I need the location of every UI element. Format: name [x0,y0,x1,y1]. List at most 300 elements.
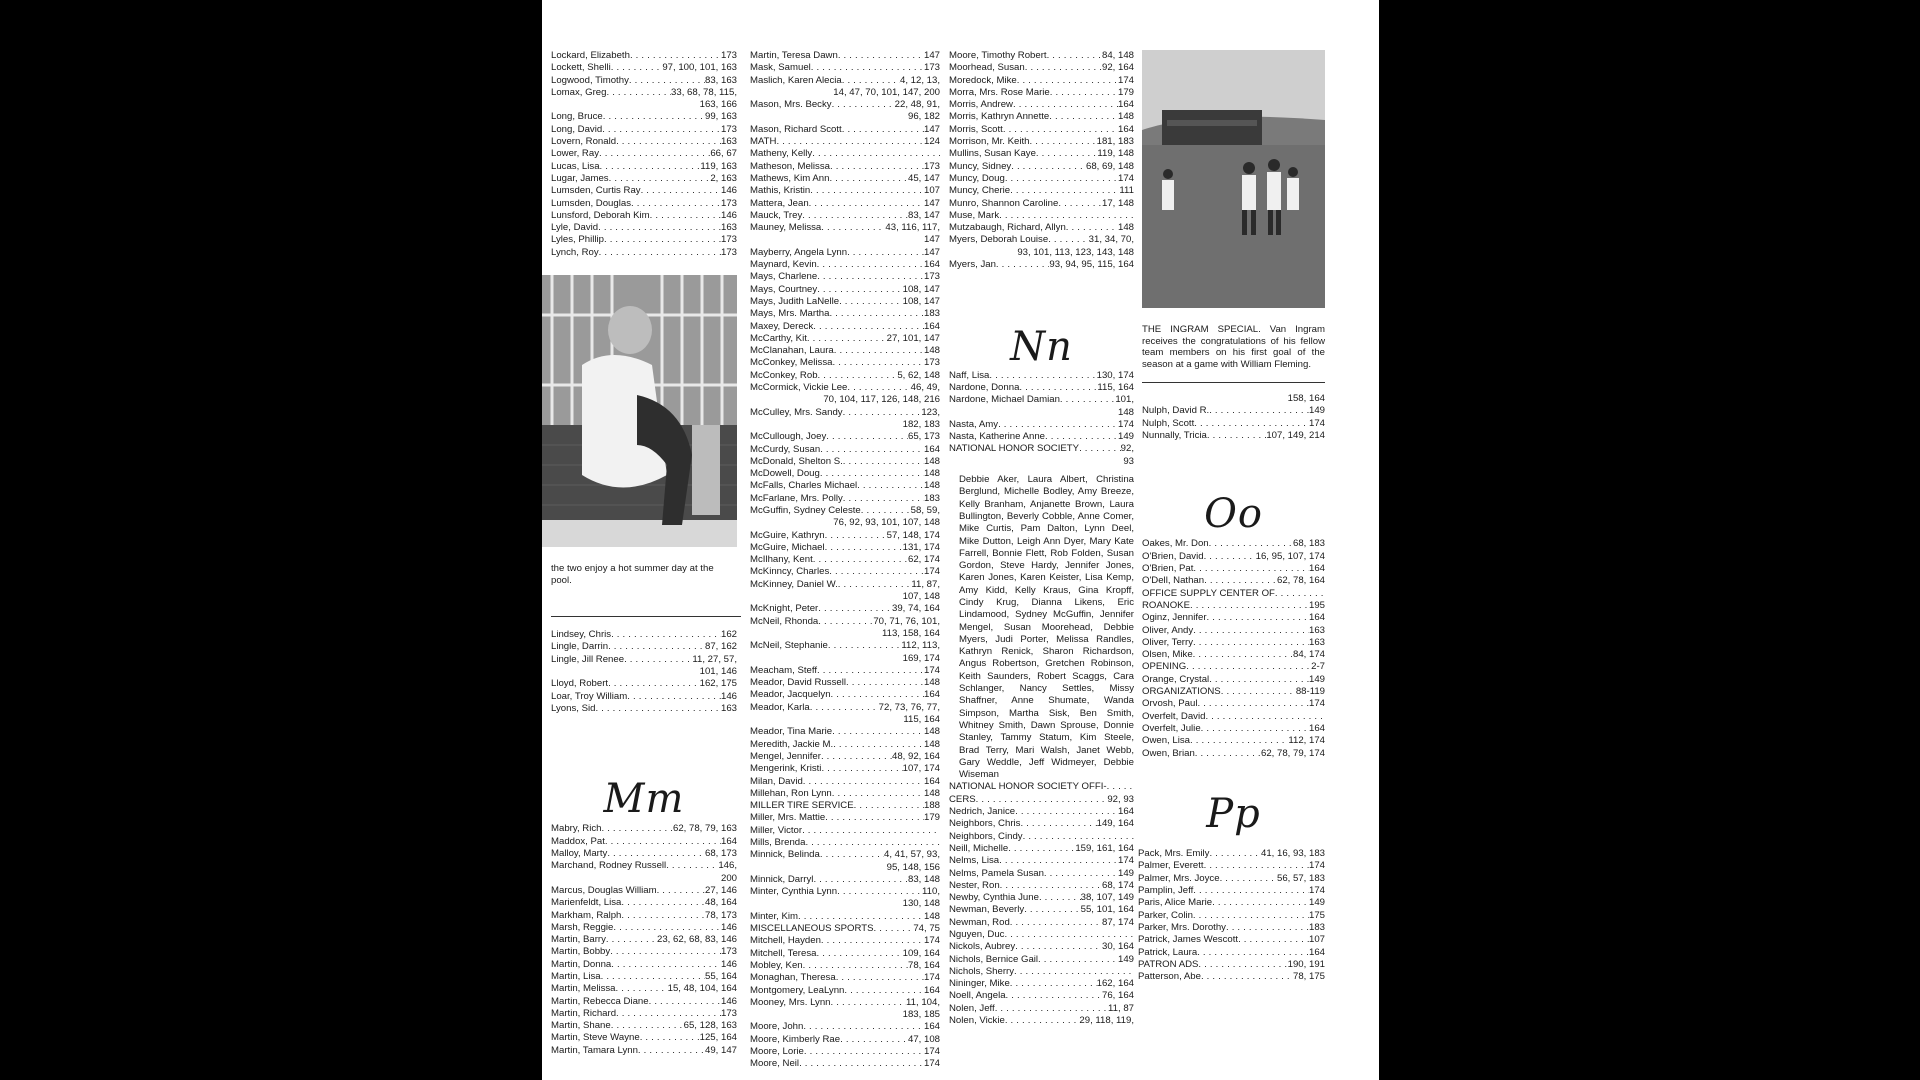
entry-name: MISCELLANEOUS SPORTS [750,923,874,935]
entry-leader-dots [629,75,705,87]
entry-leader-dots [811,62,924,74]
entry-pages: 164 [1308,946,1325,958]
index-entry [1142,418,1325,430]
index-entry [949,222,1134,234]
entry-leader-dots [1044,868,1118,880]
entry-leader-dots [1193,625,1309,637]
entry-leader-dots [1004,929,1134,941]
entry-pages: 159, 161, 164 [1075,842,1134,854]
entry-pages: 173 [720,197,737,209]
entry-name: Overfelt, David [1142,710,1206,722]
entry-pages: 55, 164 [704,970,737,982]
entry-pages: 49, 147 [704,1044,737,1056]
entry-name: Muse, Mark [949,209,1000,221]
entry-name: Lyons, Sid [551,702,596,714]
entry-leader-dots [844,985,924,997]
entry-leader-dots [995,1003,1108,1015]
entry-name: McFalls, Charles Michael [750,480,858,492]
index-entry [551,848,737,860]
entry-name: Oliver, Terry [1142,636,1193,648]
index-list-l2 [551,629,737,715]
entry-pages: 108, 147 [902,283,940,295]
entry-pages: 130, 174 [1096,369,1134,381]
entry-pages: 57, 148, 174 [886,529,940,541]
entry-leader-dots [1275,588,1325,600]
entry-pages: 146 [720,958,737,970]
index-entry [750,812,940,824]
entry-name: Muncy, Sidney [949,160,1012,172]
index-entry-continuation: 76, 92, 93, 101, 107, 148 [833,517,940,529]
entry-leader-dots [817,271,924,283]
index-entry [1138,860,1325,872]
entry-leader-dots [838,50,924,62]
entry-leader-dots [1010,917,1102,929]
entry-name: Nelms, Lisa [949,855,1000,867]
index-entry [551,678,737,690]
entry-pages: 76, 164 [1101,990,1134,1002]
entry-pages: 188 [923,800,940,812]
entry-pages: 148 [923,345,940,357]
entry-pages: 125, 164 [699,1032,737,1044]
entry-leader-dots [641,185,721,197]
entry-name: McGuire, Kathryn [750,529,825,541]
entry-leader-dots [802,210,908,222]
entry-pages: 164 [720,835,737,847]
entry-pages: 110, [922,886,940,898]
entry-name: Meador, Karla [750,701,810,713]
entry-leader-dots [825,530,887,542]
entry-leader-dots [1209,674,1309,686]
index-entry [750,542,940,554]
entry-pages: 56, 57, 183 [1276,872,1325,884]
entry-leader-dots [657,885,705,897]
entry-name: Logwood, Timothy [551,74,629,86]
entry-leader-dots [600,161,701,173]
entry-name: McCarthy, Kit [750,332,807,344]
index-entry [551,654,737,666]
entry-leader-dots [1226,922,1309,934]
entry-name: Pack, Mrs. Emily [1138,848,1210,860]
index-entry [750,616,940,628]
entry-pages: 107, 174 [902,763,940,775]
entry-leader-dots [1209,405,1309,417]
entry-pages: 173 [720,946,737,958]
index-entry [1138,848,1325,860]
index-entry [1142,637,1325,649]
index-entry [551,703,737,715]
entry-name: Martin, Lisa [551,970,601,982]
entry-leader-dots [1020,818,1096,830]
entry-pages: 48, 92, 164 [891,750,940,762]
entry-leader-dots [831,997,907,1009]
entry-name: Mobley, Ken [750,959,803,971]
entry-pages: 107, 149, 214 [1266,429,1325,441]
entry-leader-dots [624,654,692,666]
entry-leader-dots [1011,161,1086,173]
entry-pages: 65, 173 [907,431,940,443]
index-entry [949,781,1134,793]
entry-leader-dots [1008,843,1075,855]
entry-pages: 164 [923,1021,940,1033]
entry-name: Nolen, Jeff [949,1002,995,1014]
entry-pages: 31, 34, 70, [1088,234,1134,246]
entry-leader-dots [1193,910,1309,922]
entry-name: Maddox, Pat [551,835,605,847]
entry-leader-dots [820,468,924,480]
entry-name: Morris, Andrew [949,99,1013,111]
entry-leader-dots [611,959,721,971]
entry-leader-dots [847,382,910,394]
entry-name: Moore, Kimberly Rae [750,1033,841,1045]
index-entry [750,247,940,259]
index-entry [1142,575,1325,587]
entry-pages: 164 [923,689,940,701]
entry-name: Martin, Richard [551,1007,617,1019]
entry-pages: 174 [1117,172,1134,184]
entry-pages: 173 [720,246,737,258]
entry-leader-dots [857,480,924,492]
index-entry-continuation: 158, 164 [1287,393,1325,404]
entry-pages: 68, 183 [1292,538,1325,550]
entry-pages: 97, 100, 101, 163 [662,62,737,74]
entry-pages: 163 [1308,636,1325,648]
entry-name: Lucas, Lisa [551,160,600,172]
entry-leader-dots [1190,735,1288,747]
entry-pages: 62, 78, 79, 163 [672,823,737,835]
index-entry [1138,885,1325,897]
index-entry [750,407,940,419]
entry-leader-dots [1220,873,1277,885]
entry-name: Nester, Ron [949,879,1000,891]
entry-pages: 17, 148 [1101,197,1134,209]
nhs-member-list: Debbie Aker, Laura Albert, Christina Berglund, Michelle Bodley, Amy Breeze, Kelly Branham, Anjanette Brown, Laura Bullington, Beverly Cobble, Anne Comer, Mike Curtis, Pam Dalton, Lynn Deel, Mike Dutton, Leigh Ann Dyer, Mary Kate Farrell, Bonnie Flett, Rob Folden, Susan Gordon, Steve Hardy, Jennifer Jones, Karen Jones, Karen Keister, Lisa Kemp, Amy Kidd, Kelly Kraus, Gina Kropff, Cindy Krug, Dianna Likens, Eric Lindamood, Sydney McGuffin, Jennifer Mengel, Susan Moorehead, Debbie Myers, Judi Porter, Melissa Randles, Kathryn Renick, Sharon Richardson, Angus Robertson, Gretchen Robinson, Keith Saunders, Robert Scaggs, Cara Schlanger, Nancy Settles, Missy Shaffner, Anne Shumate, Wanda Simpson, Martha Sisk, Ben Smith, Whitney Smith, Dawn Sprouse, Donnie Stanley, Tammy Statum, Kim Steele, Brad Terry, Mari Walsh, Janet Webb, Gary Weddle, Jeff Widmeyer, Debbie Wiseman [959,474,1134,781]
entry-name: Lugar, James [551,172,609,184]
index-entry [750,554,940,566]
index-entry [1142,588,1325,600]
entry-leader-dots [813,321,924,333]
entry-pages: 47, 108 [907,1033,940,1045]
entry-leader-dots [1193,563,1309,575]
index-entry [750,800,940,812]
entry-pages: 111 [1119,185,1134,197]
entry-leader-dots [818,370,898,382]
index-entry [750,493,940,505]
index-entry [750,161,940,173]
entry-name: Palmer, Mrs. Joyce [1138,872,1220,884]
entry-name: Loar, Troy William [551,690,628,702]
entry-name: Lumsden, Douglas [551,197,631,209]
entry-name: Myers, Deborah Louise [949,234,1049,246]
entry-pages: 146 [720,995,737,1007]
section-letter-n: Nn [1010,324,1073,371]
entry-pages: 174 [923,1046,940,1058]
index-entry [551,111,737,123]
index-entry [949,892,1134,904]
entry-name: O'Dell, Nathan [1142,575,1205,587]
entry-pages: 148 [923,480,940,492]
index-entry [750,210,940,222]
entry-name: OFFICE SUPPLY CENTER OF [1142,587,1275,599]
entry-pages: 147 [923,246,940,258]
index-entry [750,456,940,468]
index-entry [551,87,737,99]
entry-leader-dots [1005,173,1118,185]
index-entry [750,259,940,271]
entry-name: Patrick, Laura [1138,946,1198,958]
entry-leader-dots [1060,394,1115,406]
index-entry [949,148,1134,160]
entry-name: McIlhany, Kent [750,554,813,566]
entry-name: Oginz, Jennifer [1142,612,1207,624]
index-entry [551,210,737,222]
index-entry-continuation: 200 [720,872,737,884]
entry-name: Maxey, Dereck [750,320,814,332]
index-entry [1138,959,1325,971]
entry-pages: 179 [1117,86,1134,98]
entry-leader-dots [1204,860,1309,872]
entry-name: Mitchell, Teresa [750,947,817,959]
entry-leader-dots [821,751,892,763]
entry-leader-dots [810,185,924,197]
entry-leader-dots [1045,431,1118,443]
entry-leader-dots [846,677,924,689]
entry-leader-dots [616,1008,721,1020]
entry-leader-dots [1221,686,1296,698]
index-entry [949,843,1134,855]
entry-pages: 93, 94, 95, 115, 164 [1049,259,1134,271]
entry-pages: 119, 148 [1097,148,1134,160]
entry-pages: 148 [923,468,940,480]
entry-name: Lockard, Elizabeth [551,50,630,61]
entry-pages: 173 [720,234,737,246]
index-entry [1138,947,1325,959]
entry-name: Nichols, Bernice Gail [949,953,1039,965]
index-entry [949,124,1134,136]
index-list-m [551,823,737,1057]
entry-name: Marienfeldt, Lisa [551,897,622,909]
entry-pages: 119, 163 [700,160,737,172]
index-entry [750,985,940,997]
index-entry [750,788,940,800]
index-entry [750,948,940,960]
entry-leader-dots [1238,934,1309,946]
entry-pages: 65, 128, 163 [683,1020,737,1032]
entry-leader-dots [1204,551,1256,563]
entry-leader-dots [832,357,924,369]
index-entry-continuation: 147 [923,234,940,246]
entry-leader-dots [861,505,911,517]
index-entry [949,234,1134,246]
index-entry [949,75,1134,87]
entry-leader-dots [1205,711,1325,723]
entry-pages: 174 [923,972,940,984]
index-entry [551,62,737,74]
index-entry-continuation: 93, 101, 113, 123, 143, 148 [1017,246,1134,258]
entry-pages: 174 [1308,860,1325,872]
entry-leader-dots [621,910,705,922]
entry-leader-dots [839,296,903,308]
entry-pages: 123, [921,406,940,418]
index-list-p [1138,848,1325,983]
index-entry [949,978,1134,990]
index-entry [551,860,737,872]
entry-name: Mays, Charlene [750,271,818,283]
entry-name: Lower, Ray [551,148,599,160]
index-entry [551,836,737,848]
entry-name: Naff, Lisa [949,369,990,381]
entry-leader-dots [807,333,887,345]
entry-pages: 148 [923,677,940,689]
entry-leader-dots [842,75,900,87]
entry-pages: 183 [923,308,940,320]
entry-leader-dots [1047,50,1102,62]
entry-pages: 164 [923,259,940,271]
entry-name: Moore, Neil [750,1058,800,1070]
entry-leader-dots [818,603,892,615]
entry-pages: 173 [923,357,940,369]
entry-name: McNeil, Stephanie [750,640,828,652]
entry-leader-dots [821,935,924,947]
entry-pages: 174 [923,935,940,947]
entry-leader-dots [830,161,924,173]
index-entry [949,136,1134,148]
entry-pages: 163 [720,136,737,148]
entry-pages: 162, 164 [1096,978,1134,990]
entry-name: Nasta, Katherine Anne [949,431,1046,443]
entry-pages: 147 [923,123,940,135]
entry-name: Patrick, James Wescott [1138,934,1239,946]
entry-leader-dots [630,50,721,62]
index-entry [949,87,1134,99]
entry-name: Meador, Tina Marie [750,726,833,738]
entry-pages: 164 [1117,806,1134,818]
entry-name: Mutzabaugh, Richard, Allyn [949,222,1066,234]
index-column-1 [551,50,737,1057]
index-entry-continuation: 96, 182 [907,111,940,123]
entry-leader-dots [1193,649,1293,661]
entry-pages: 62, 78, 79, 174 [1260,747,1325,759]
entry-leader-dots [843,493,924,505]
entry-pages: 173 [720,50,737,61]
entry-pages: 148 [923,738,940,750]
entry-pages: 5, 62, 148 [897,369,940,381]
index-entry [1142,735,1325,747]
entry-leader-dots [813,874,908,886]
entry-leader-dots [1030,136,1097,148]
entry-name: Orange, Crystal [1142,673,1210,685]
index-entry [551,247,737,259]
entry-pages: 146 [720,690,737,702]
entry-leader-dots [803,960,908,972]
entry-name: Myers, Jan [949,259,996,271]
entry-pages: 195 [1308,599,1325,611]
index-entry-continuation: 101, 146 [699,665,737,677]
index-entry [551,75,737,87]
entry-name: Oakes, Mr. Don [1142,538,1209,550]
index-list-l [551,50,737,259]
index-entry [750,911,940,923]
index-entry-continuation: 70, 104, 117, 126, 148, 216 [823,394,940,406]
entry-leader-dots [1204,575,1277,587]
index-entry [949,929,1134,941]
index-entry [551,1045,737,1057]
index-entry [949,394,1134,406]
index-entry-continuation: 163, 166 [699,99,737,111]
entry-pages: 148 [923,787,940,799]
entry-leader-dots [1000,880,1102,892]
index-column-2 [750,50,940,1071]
entry-name: Markham, Ralph [551,909,622,921]
index-entry [551,823,737,835]
entry-name: Meador, Jacquelyn [750,689,831,701]
entry-leader-dots [602,124,721,136]
index-entry [949,443,1134,455]
entry-pages: 107 [923,185,940,197]
entry-leader-dots [607,848,705,860]
entry-name: Lyles, Phillip [551,234,604,246]
index-entry [1138,971,1325,983]
entry-name: Mauney, Melissa [750,222,822,234]
section-letter-m: Mm [603,776,685,823]
entry-pages: 149 [1308,673,1325,685]
entry-leader-dots [1005,1015,1080,1027]
entry-pages: 68, 174 [1101,879,1134,891]
entry-name: McConkey, Melissa [750,357,833,369]
entry-pages: 148 [1117,111,1134,123]
entry-leader-dots [813,554,908,566]
index-entry-continuation: 115, 164 [903,714,940,726]
entry-name: Minter, Cynthia Lynn [750,886,838,898]
index-entry [750,739,940,751]
entry-pages: 58, 59, [910,504,940,516]
index-entry [750,837,940,849]
index-entry [949,161,1134,173]
index-entry [750,382,940,394]
entry-pages: 173 [720,1007,737,1019]
entry-pages: 70, 71, 76, 101, [873,615,940,627]
entry-pages: 173 [923,160,940,172]
index-entry [949,185,1134,197]
entry-pages: 146 [720,209,737,221]
entry-leader-dots [1010,185,1119,197]
entry-name: Owen, Brian [1142,747,1195,759]
entry-pages: 174 [1308,417,1325,429]
entry-leader-dots [631,198,721,210]
index-entry [551,124,737,136]
entry-name: PATRON ADS [1138,958,1199,970]
entry-leader-dots [1013,99,1118,111]
index-entry-continuation: 14, 47, 70, 101, 147, 200 [833,86,940,98]
entry-pages: 22, 48, 91, [894,99,940,111]
yearbook-index-page [542,0,1379,1080]
index-entry [551,959,737,971]
entry-name: Moore, Timothy Robert [949,50,1047,61]
index-entry [1142,698,1325,710]
entry-leader-dots [1194,418,1309,430]
entry-name: OPENING [1142,661,1187,673]
entry-pages: 149, 164 [1096,818,1134,830]
entry-leader-dots [821,222,885,234]
entry-pages: 15, 48, 104, 164 [667,983,737,995]
entry-name: Morra, Mrs. Rose Marie [949,86,1050,98]
index-entry [949,173,1134,185]
entry-name: Morris, Scott [949,123,1003,135]
entry-leader-dots [1190,600,1309,612]
entry-name: Mengel, Jennifer [750,750,821,762]
index-entry [750,886,940,898]
index-entry [750,198,940,210]
entry-leader-dots [820,444,924,456]
